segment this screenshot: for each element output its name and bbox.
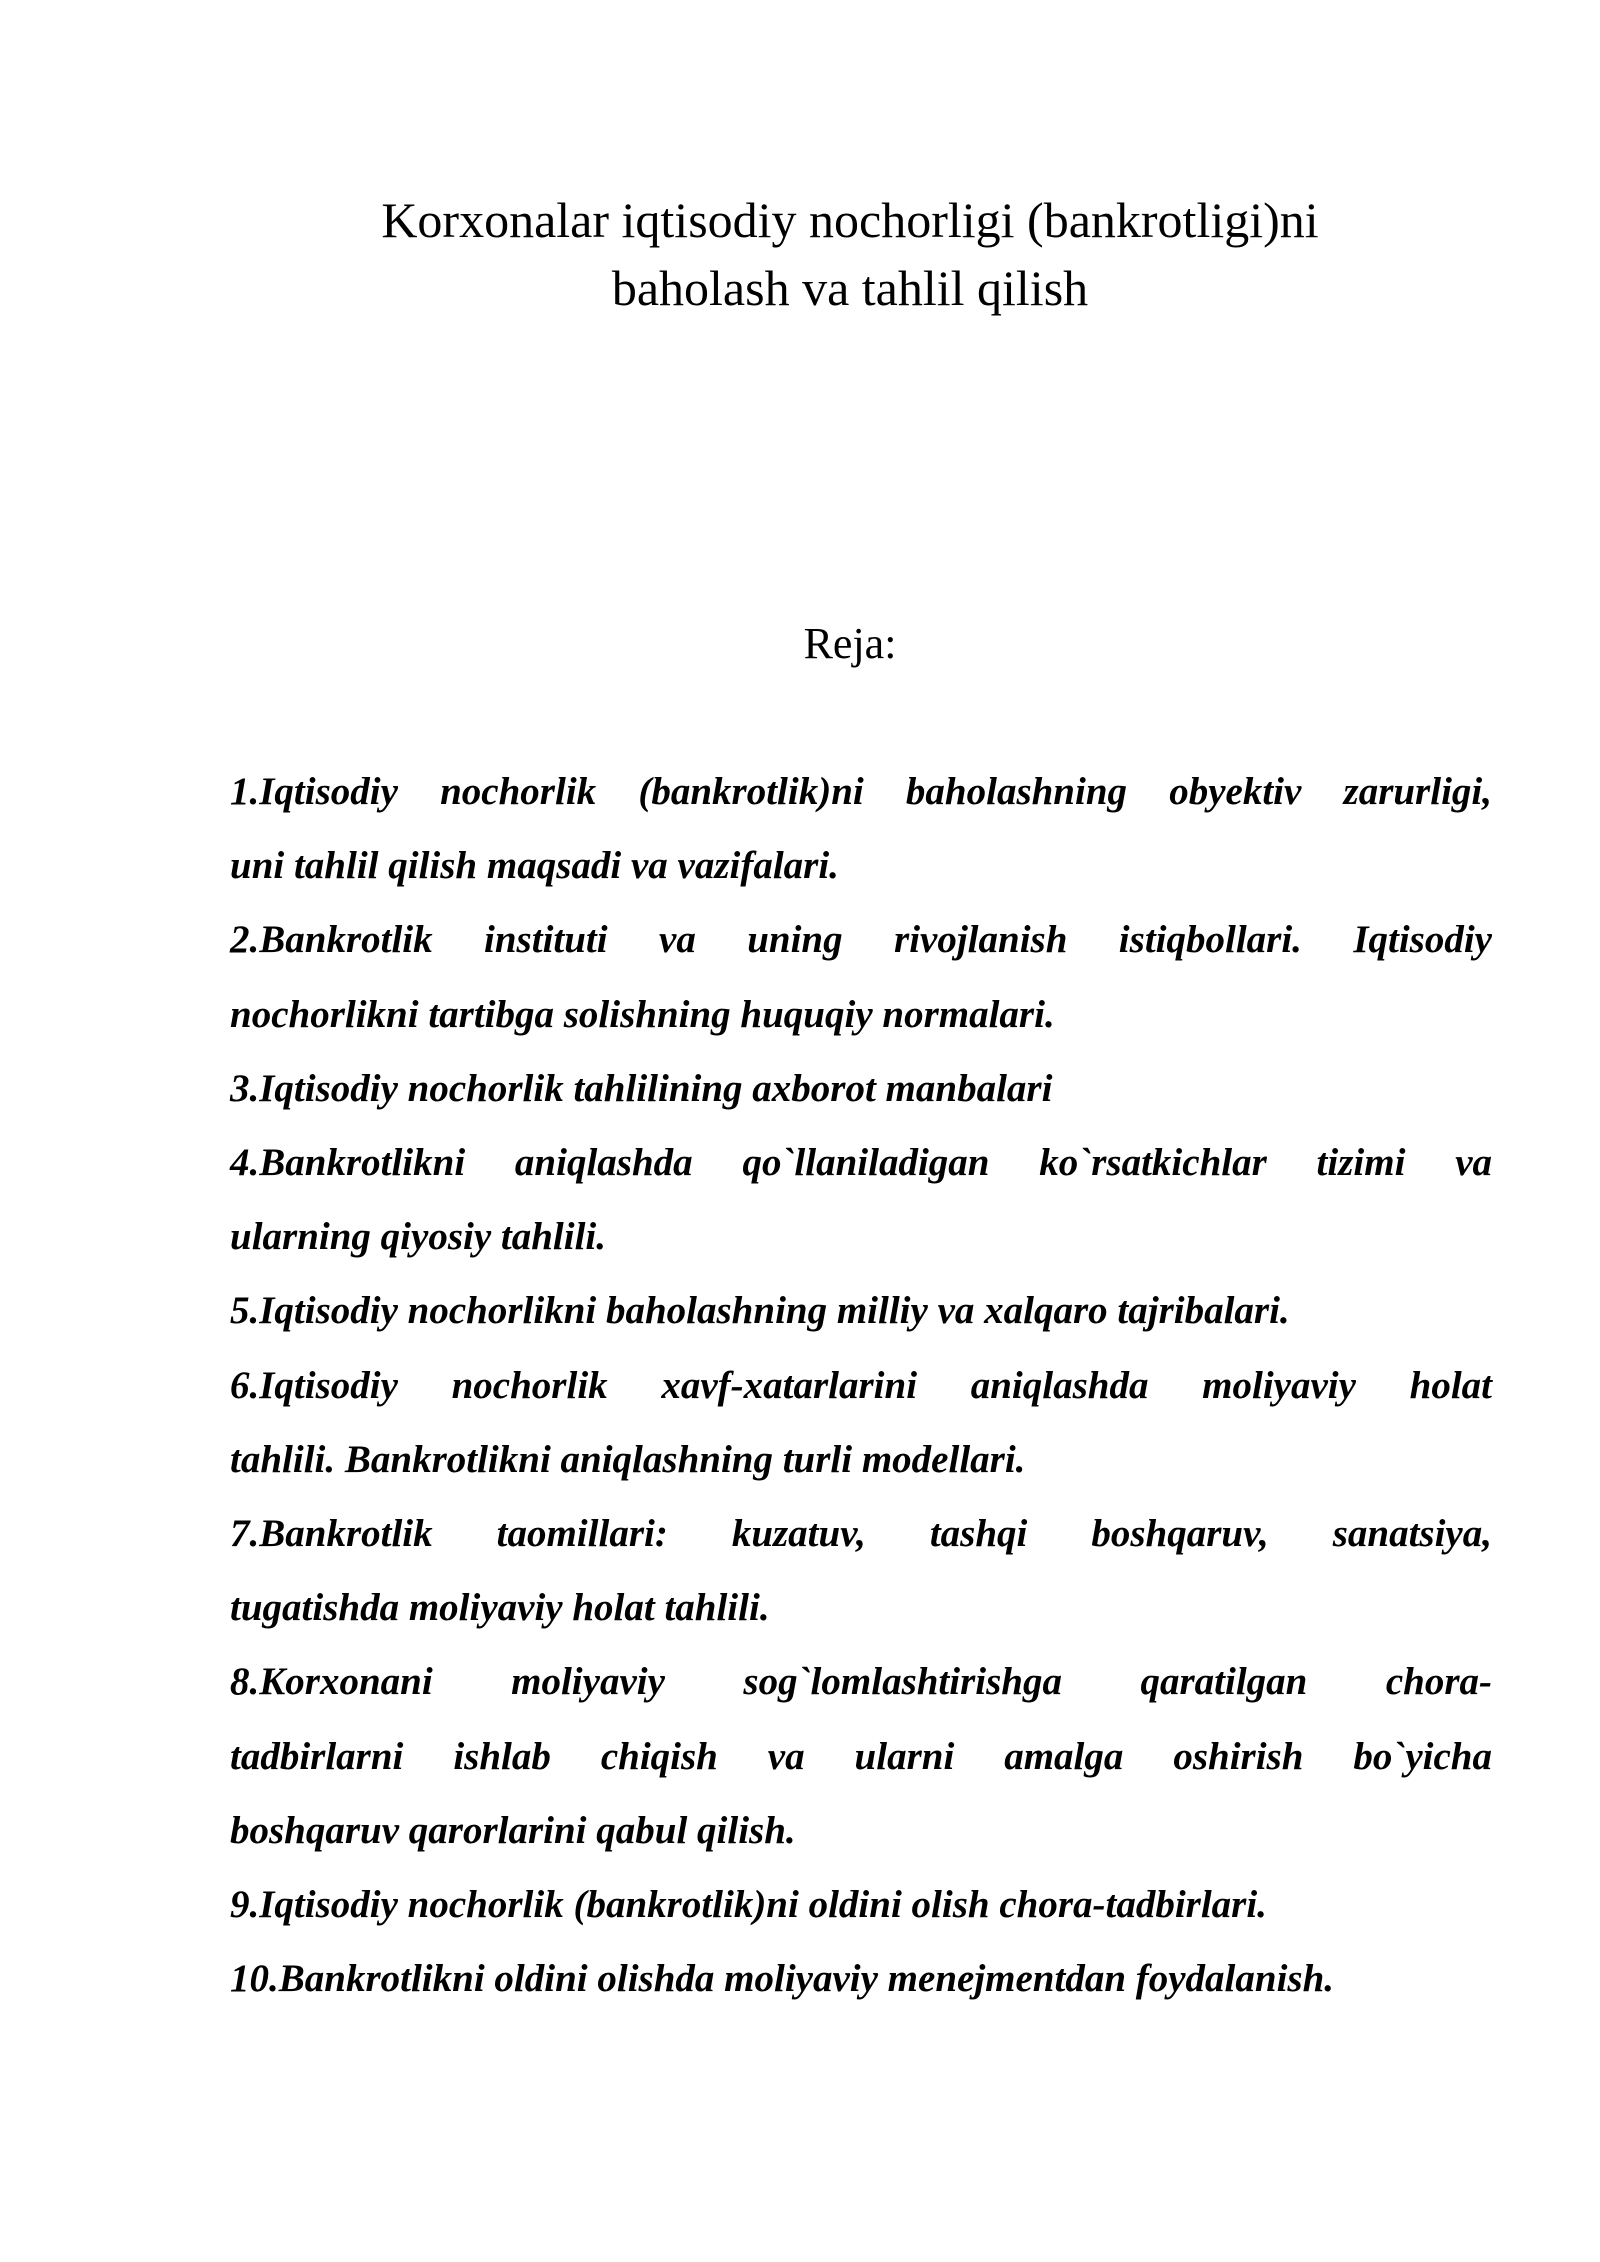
plan-item-8-line-2: tadbirlarni ishlab chiqish va ularni amalga oshirish bo`yicha bbox=[230, 1734, 1492, 1778]
plan-item-2-line-2: nochorlikni tartibga solishning huquqiy normalari. bbox=[230, 992, 1055, 1036]
plan-item-10 bbox=[230, 1942, 1492, 2016]
plan-item-6-line-2: tahlili. Bankrotlikni aniqlashning turli modellari. bbox=[230, 1437, 1026, 1481]
plan-list bbox=[230, 755, 1492, 2016]
document-title bbox=[230, 186, 1470, 322]
plan-item-9-line-1: 9.Iqtisodiy nochorlik (bankrotlik)ni oldini olish chora-tadbirlari. bbox=[230, 1883, 1267, 1927]
plan-item-8-line-1: 8.Korxonani moliyaviy sog`lomlashtirishga qaratilgan chora- bbox=[230, 1660, 1492, 1704]
title-line-2: baholash va tahlil qilish bbox=[611, 259, 1089, 316]
plan-item-9 bbox=[230, 1868, 1492, 1942]
plan-item-5-line-1: 5.Iqtisodiy nochorlikni baholashning milliy va xalqaro tajribalari. bbox=[230, 1289, 1290, 1333]
plan-item-4-line-1: 4.Bankrotlikni aniqlashda qo`llaniladigan ko`rsatkichlar tizimi va bbox=[230, 1141, 1492, 1185]
plan-item-6-line-1: 6.Iqtisodiy nochorlik xavf-xatarlarini aniqlashda moliyaviy holat bbox=[230, 1363, 1492, 1407]
plan-item-7-line-1: 7.Bankrotlik taomillari: kuzatuv, tashqi boshqaruv, sanatsiya, bbox=[230, 1512, 1492, 1556]
plan-item-1-line-2: uni tahlil qilish maqsadi va vazifalari. bbox=[230, 844, 839, 888]
plan-heading: Reja: bbox=[803, 619, 897, 668]
plan-item-8 bbox=[230, 1645, 1492, 1868]
plan-item-1-line-1: 1.Iqtisodiy nochorlik (bankrotlik)ni baholashning obyektiv zarurligi, bbox=[230, 770, 1492, 813]
plan-item-1 bbox=[230, 755, 1492, 903]
plan-item-7 bbox=[230, 1497, 1492, 1645]
plan-item-3-line-1: 3.Iqtisodiy nochorlik tahlilining axborot manbalari bbox=[230, 1066, 1053, 1110]
title-line-1: Korxonalar iqtisodiy nochorligi (bankrotligi)ni bbox=[381, 191, 1319, 248]
plan-item-4-line-2: ularning qiyosiy tahlili. bbox=[230, 1215, 607, 1259]
plan-item-4 bbox=[230, 1126, 1492, 1274]
plan-item-2 bbox=[230, 903, 1492, 1051]
plan-item-10-line-1: 10.Bankrotlikni oldini olishda moliyaviy menejmentdan foydalanish. bbox=[230, 1957, 1335, 2001]
plan-item-5 bbox=[230, 1274, 1492, 1348]
plan-item-2-line-1: 2.Bankrotlik instituti va uning rivojlanish istiqbollari. Iqtisodiy bbox=[230, 918, 1492, 962]
plan-item-7-line-2: tugatishda moliyaviy holat tahlili. bbox=[230, 1586, 770, 1630]
plan-item-3 bbox=[230, 1052, 1492, 1126]
plan-item-6 bbox=[230, 1349, 1492, 1497]
plan-item-8-line-3: boshqaruv qarorlarini qabul qilish. bbox=[230, 1808, 796, 1852]
